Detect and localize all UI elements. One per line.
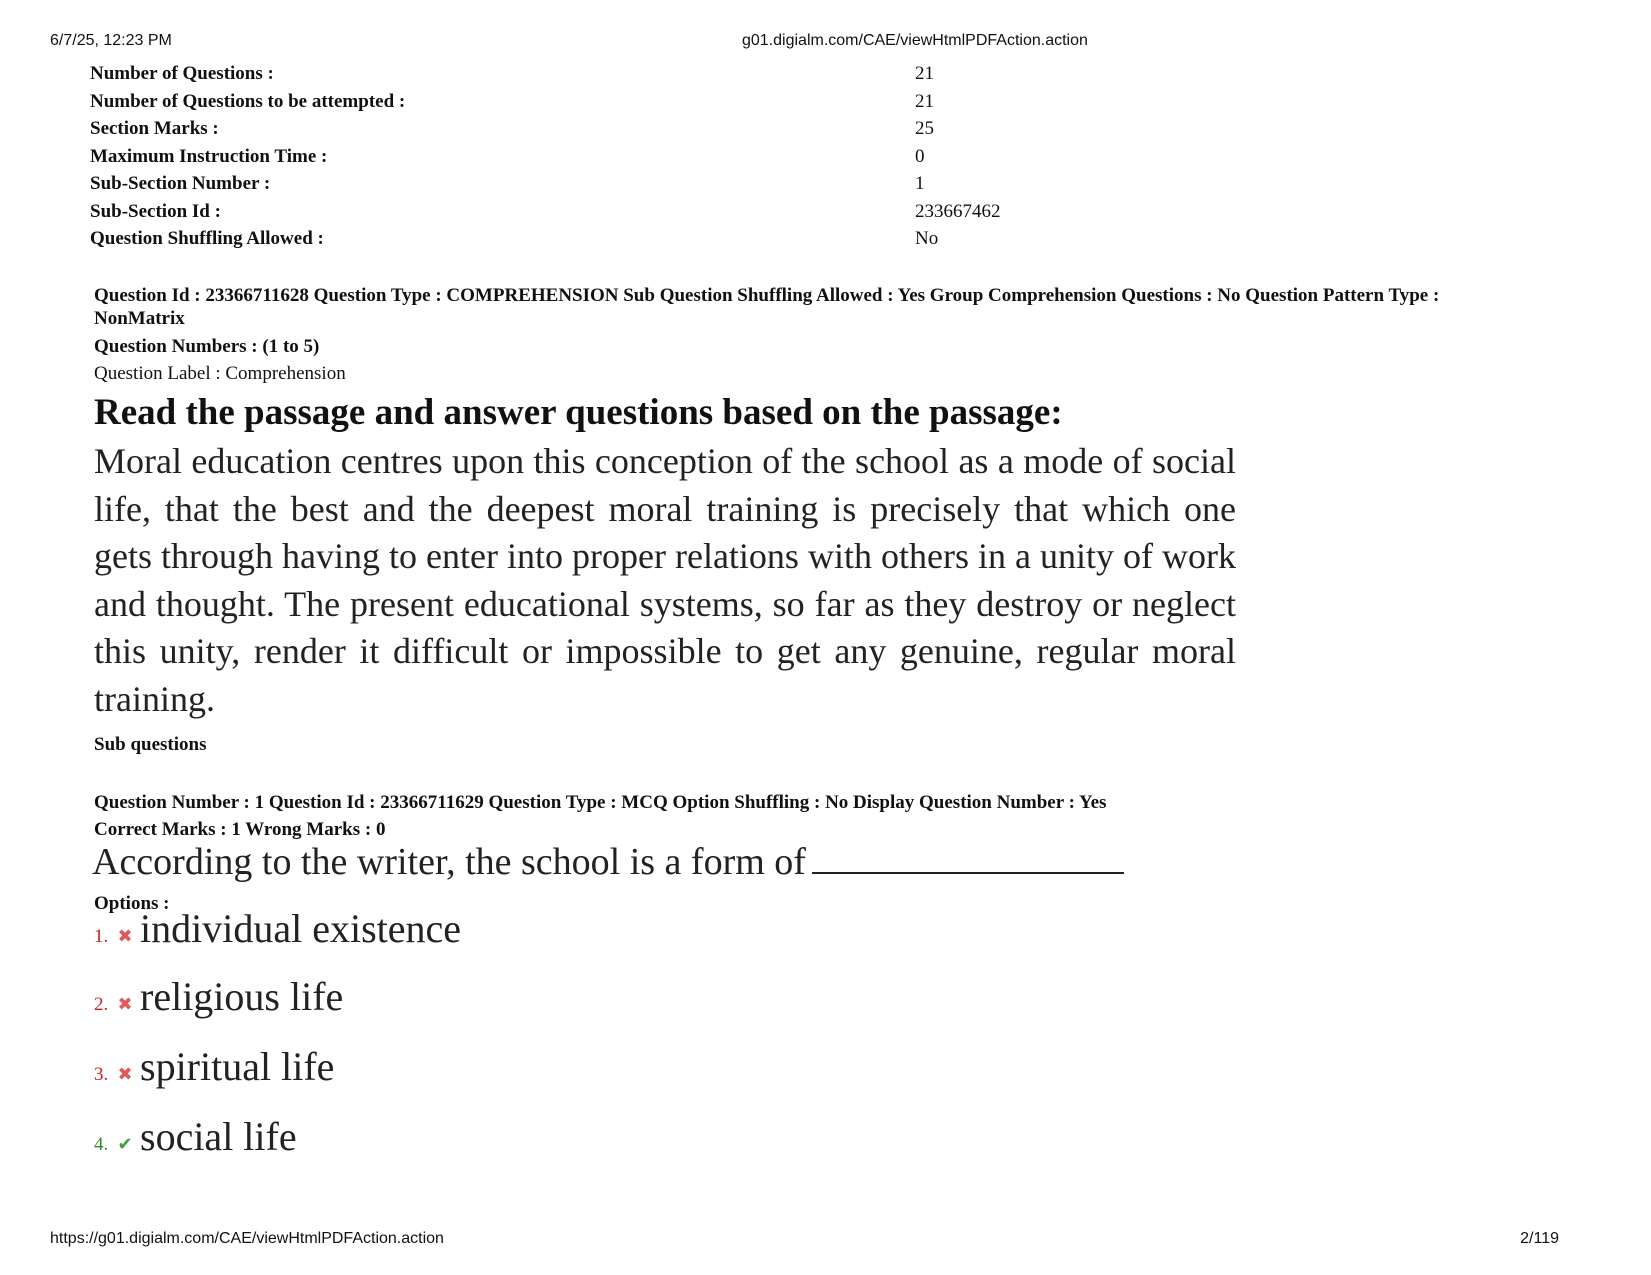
option-text: social life [140,1114,297,1159]
meta-label: Maximum Instruction Time : [90,145,328,167]
meta-label: Section Marks : [90,118,219,139]
section-meta-table [90,60,1190,253]
question-1-info-line: Question Number : 1 Question Id : 23366711629 Question Type : MCQ Option Shuffling : No Display Question Number : Yes [94,792,1107,813]
meta-value: 21 [915,63,934,84]
option-text: spiritual life [140,1044,335,1089]
meta-value: 233667462 [915,200,1001,222]
answer-blank [812,838,1124,874]
options-label: Options : [94,893,170,914]
question-label: Question Label : Comprehension [94,363,346,384]
cross-icon: ✖ [117,994,133,1015]
meta-row [90,60,1190,88]
print-url-footer: https://g01.digialm.com/CAE/viewHtmlPDFAction.action [50,1230,444,1247]
question-1-info [94,789,1394,843]
option-4 [94,1113,297,1160]
meta-row [90,198,1190,226]
meta-row [90,88,1190,116]
option-number: 1. [94,926,109,947]
passage-title: Read the passage and answer questions based on the passage: [94,392,1063,433]
meta-label: Sub-Section Id : [90,200,221,222]
option-text: religious life [140,974,344,1019]
passage-text: Moral education centres upon this conception of the school as a mode of social life, that the best and the deepest moral training is precisely that which one gets through having to enter into proper relations with others in a unity of work and thought. The present educational systems, so far as they destroy or neglect this unity, render it difficult or impossible to get any genuine, regular moral training. [94,441,1236,719]
meta-value: 25 [915,118,934,139]
question-1-marks: Correct Marks : 1 Wrong Marks : 0 [94,819,386,840]
meta-label: Number of Questions : [90,63,274,84]
meta-value: 0 [915,145,925,167]
option-number: 2. [94,994,109,1015]
meta-label: Sub-Section Number : [90,173,271,194]
sub-questions-label: Sub questions [94,734,207,755]
meta-row [90,115,1190,143]
option-2 [94,973,343,1020]
question-numbers: Question Numbers : (1 to 5) [94,336,320,357]
meta-value: No [915,228,939,249]
option-number: 3. [94,1064,109,1085]
cross-icon: ✖ [117,1064,133,1085]
question-stem-text: According to the writer, the school is a form of [92,841,806,883]
meta-row [90,170,1190,198]
print-datetime: 6/7/25, 12:23 PM [50,32,172,49]
check-icon: ✔ [117,1134,133,1155]
question-1-stem [92,838,1124,884]
meta-row [90,225,1190,253]
comprehension-info: Question Id : 23366711628 Question Type : COMPREHENSION Sub Question Shuffling Allowed : Yes Group Comprehension Questions : No Question Pattern Type : NonMatrix [94,285,1440,329]
option-number: 4. [94,1134,109,1155]
option-text: individual existence [140,906,462,951]
meta-row [90,143,1190,171]
meta-label: Number of Questions to be attempted : [90,90,406,112]
page-number: 2/119 [1520,1230,1559,1247]
option-1 [94,905,461,952]
option-3 [94,1043,334,1090]
cross-icon: ✖ [117,926,133,947]
meta-value: 21 [915,90,934,112]
meta-value: 1 [915,173,925,194]
print-url-header: g01.digialm.com/CAE/viewHtmlPDFAction.action [742,32,1088,49]
meta-label: Question Shuffling Allowed : [90,228,324,249]
